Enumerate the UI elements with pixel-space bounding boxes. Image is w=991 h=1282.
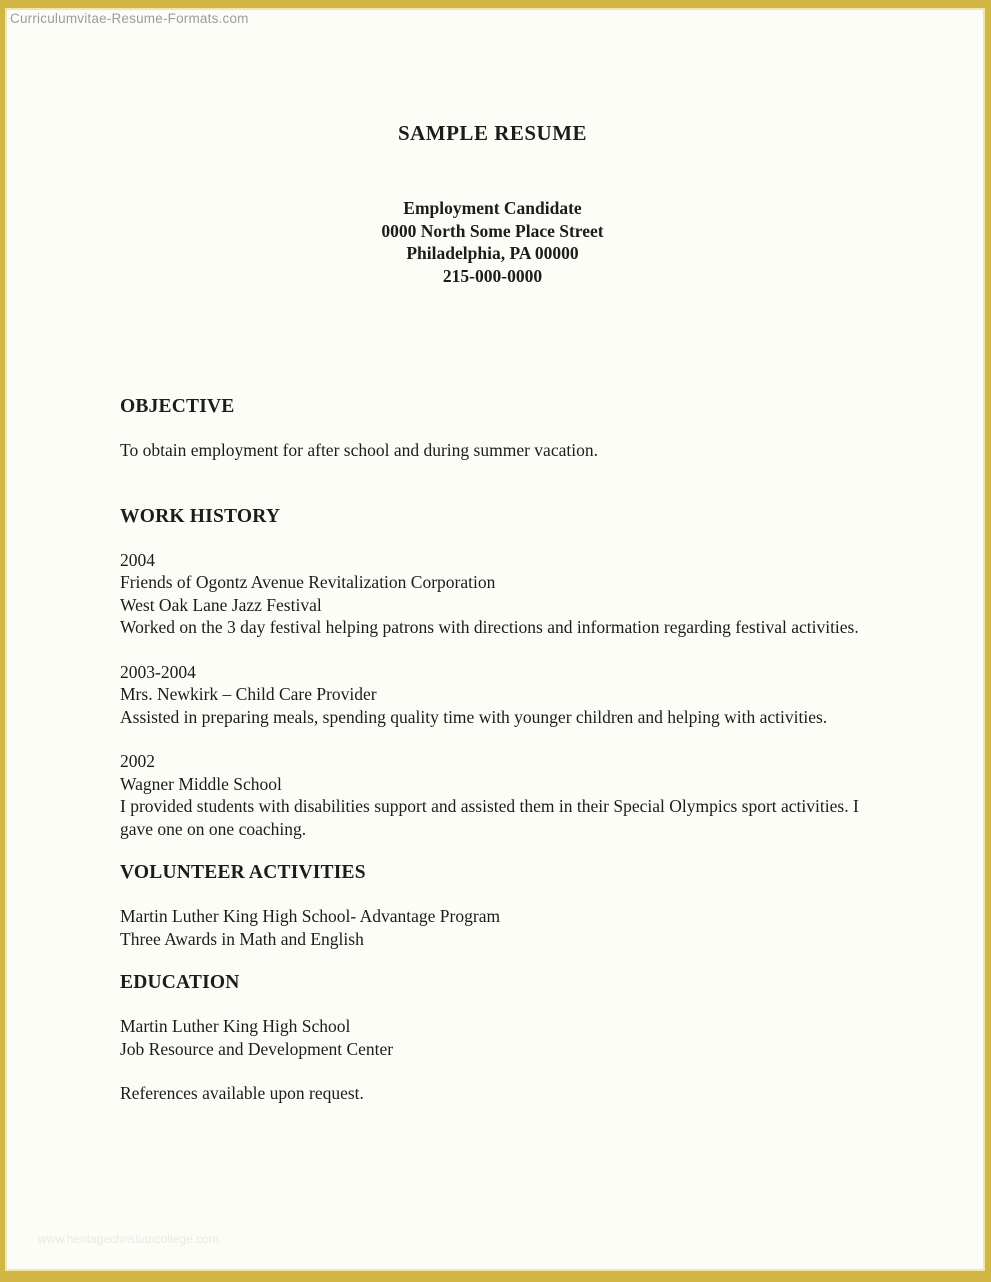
- watermark-bottom: www.heritagechristiancollege.com: [38, 1232, 219, 1246]
- text-line: 2002: [120, 751, 155, 771]
- entry-block: [120, 750, 865, 840]
- section-objective: [120, 395, 865, 462]
- text-line: I provided students with disabilities support and assisted them in their Special Olympics sport activities. I gave one on one coaching.: [120, 796, 859, 839]
- contact-name: Employment Candidate: [403, 198, 582, 218]
- entry-block: [120, 1082, 865, 1105]
- section-heading-work-history: WORK HISTORY: [120, 505, 281, 527]
- text-line: 2004: [120, 549, 155, 570]
- section-work-history: [120, 505, 865, 841]
- text-line: Worked on the 3 day festival helping patrons with directions and information regarding festival activities.: [120, 617, 859, 637]
- entry-block: [120, 1015, 865, 1060]
- contact-block: [120, 197, 865, 287]
- section-heading-objective: OBJECTIVE: [120, 396, 235, 417]
- resume-header: [120, 121, 865, 287]
- section-heading-volunteer-activities: VOLUNTEER ACTIVITIES: [120, 862, 366, 883]
- text-line: Mrs. Newkirk – Child Care Provider: [120, 684, 377, 704]
- entry-block: [120, 661, 865, 729]
- contact-city-state-zip: Philadelphia, PA 00000: [406, 243, 579, 263]
- text-line: Job Resource and Development Center: [120, 1038, 394, 1059]
- text-line: Martin Luther King High School: [120, 1016, 351, 1036]
- text-line: 2003-2004: [120, 661, 196, 682]
- watermark-top: Curriculumvitae-Resume-Formats.com: [10, 11, 249, 26]
- text-line: To obtain employment for after school and during summer vacation.: [120, 440, 598, 460]
- page-title: SAMPLE RESUME: [397, 121, 588, 145]
- text-line: References available upon request.: [120, 1083, 364, 1103]
- contact-phone: 215-000-0000: [442, 265, 543, 286]
- section-volunteer-activities: [120, 861, 865, 950]
- section-education: [120, 971, 865, 1105]
- contact-street: 0000 North Some Place Street: [381, 220, 604, 241]
- entry-block: [120, 905, 865, 950]
- resume-page: [5, 8, 985, 1271]
- text-line: Friends of Ogontz Avenue Revitalization Corporation: [120, 572, 496, 592]
- resume-content: [120, 8, 865, 1105]
- text-line: Three Awards in Math and English: [120, 928, 364, 949]
- text-line: Assisted in preparing meals, spending quality time with younger children and helping with activities.: [120, 706, 828, 727]
- text-line: Wagner Middle School: [120, 773, 282, 794]
- text-line: Martin Luther King High School- Advantage Program: [120, 906, 501, 926]
- sections: [120, 395, 865, 1105]
- text-line: West Oak Lane Jazz Festival: [120, 594, 322, 615]
- entry-block: [120, 439, 865, 462]
- section-heading-education: EDUCATION: [120, 972, 240, 993]
- entry-block: [120, 549, 865, 639]
